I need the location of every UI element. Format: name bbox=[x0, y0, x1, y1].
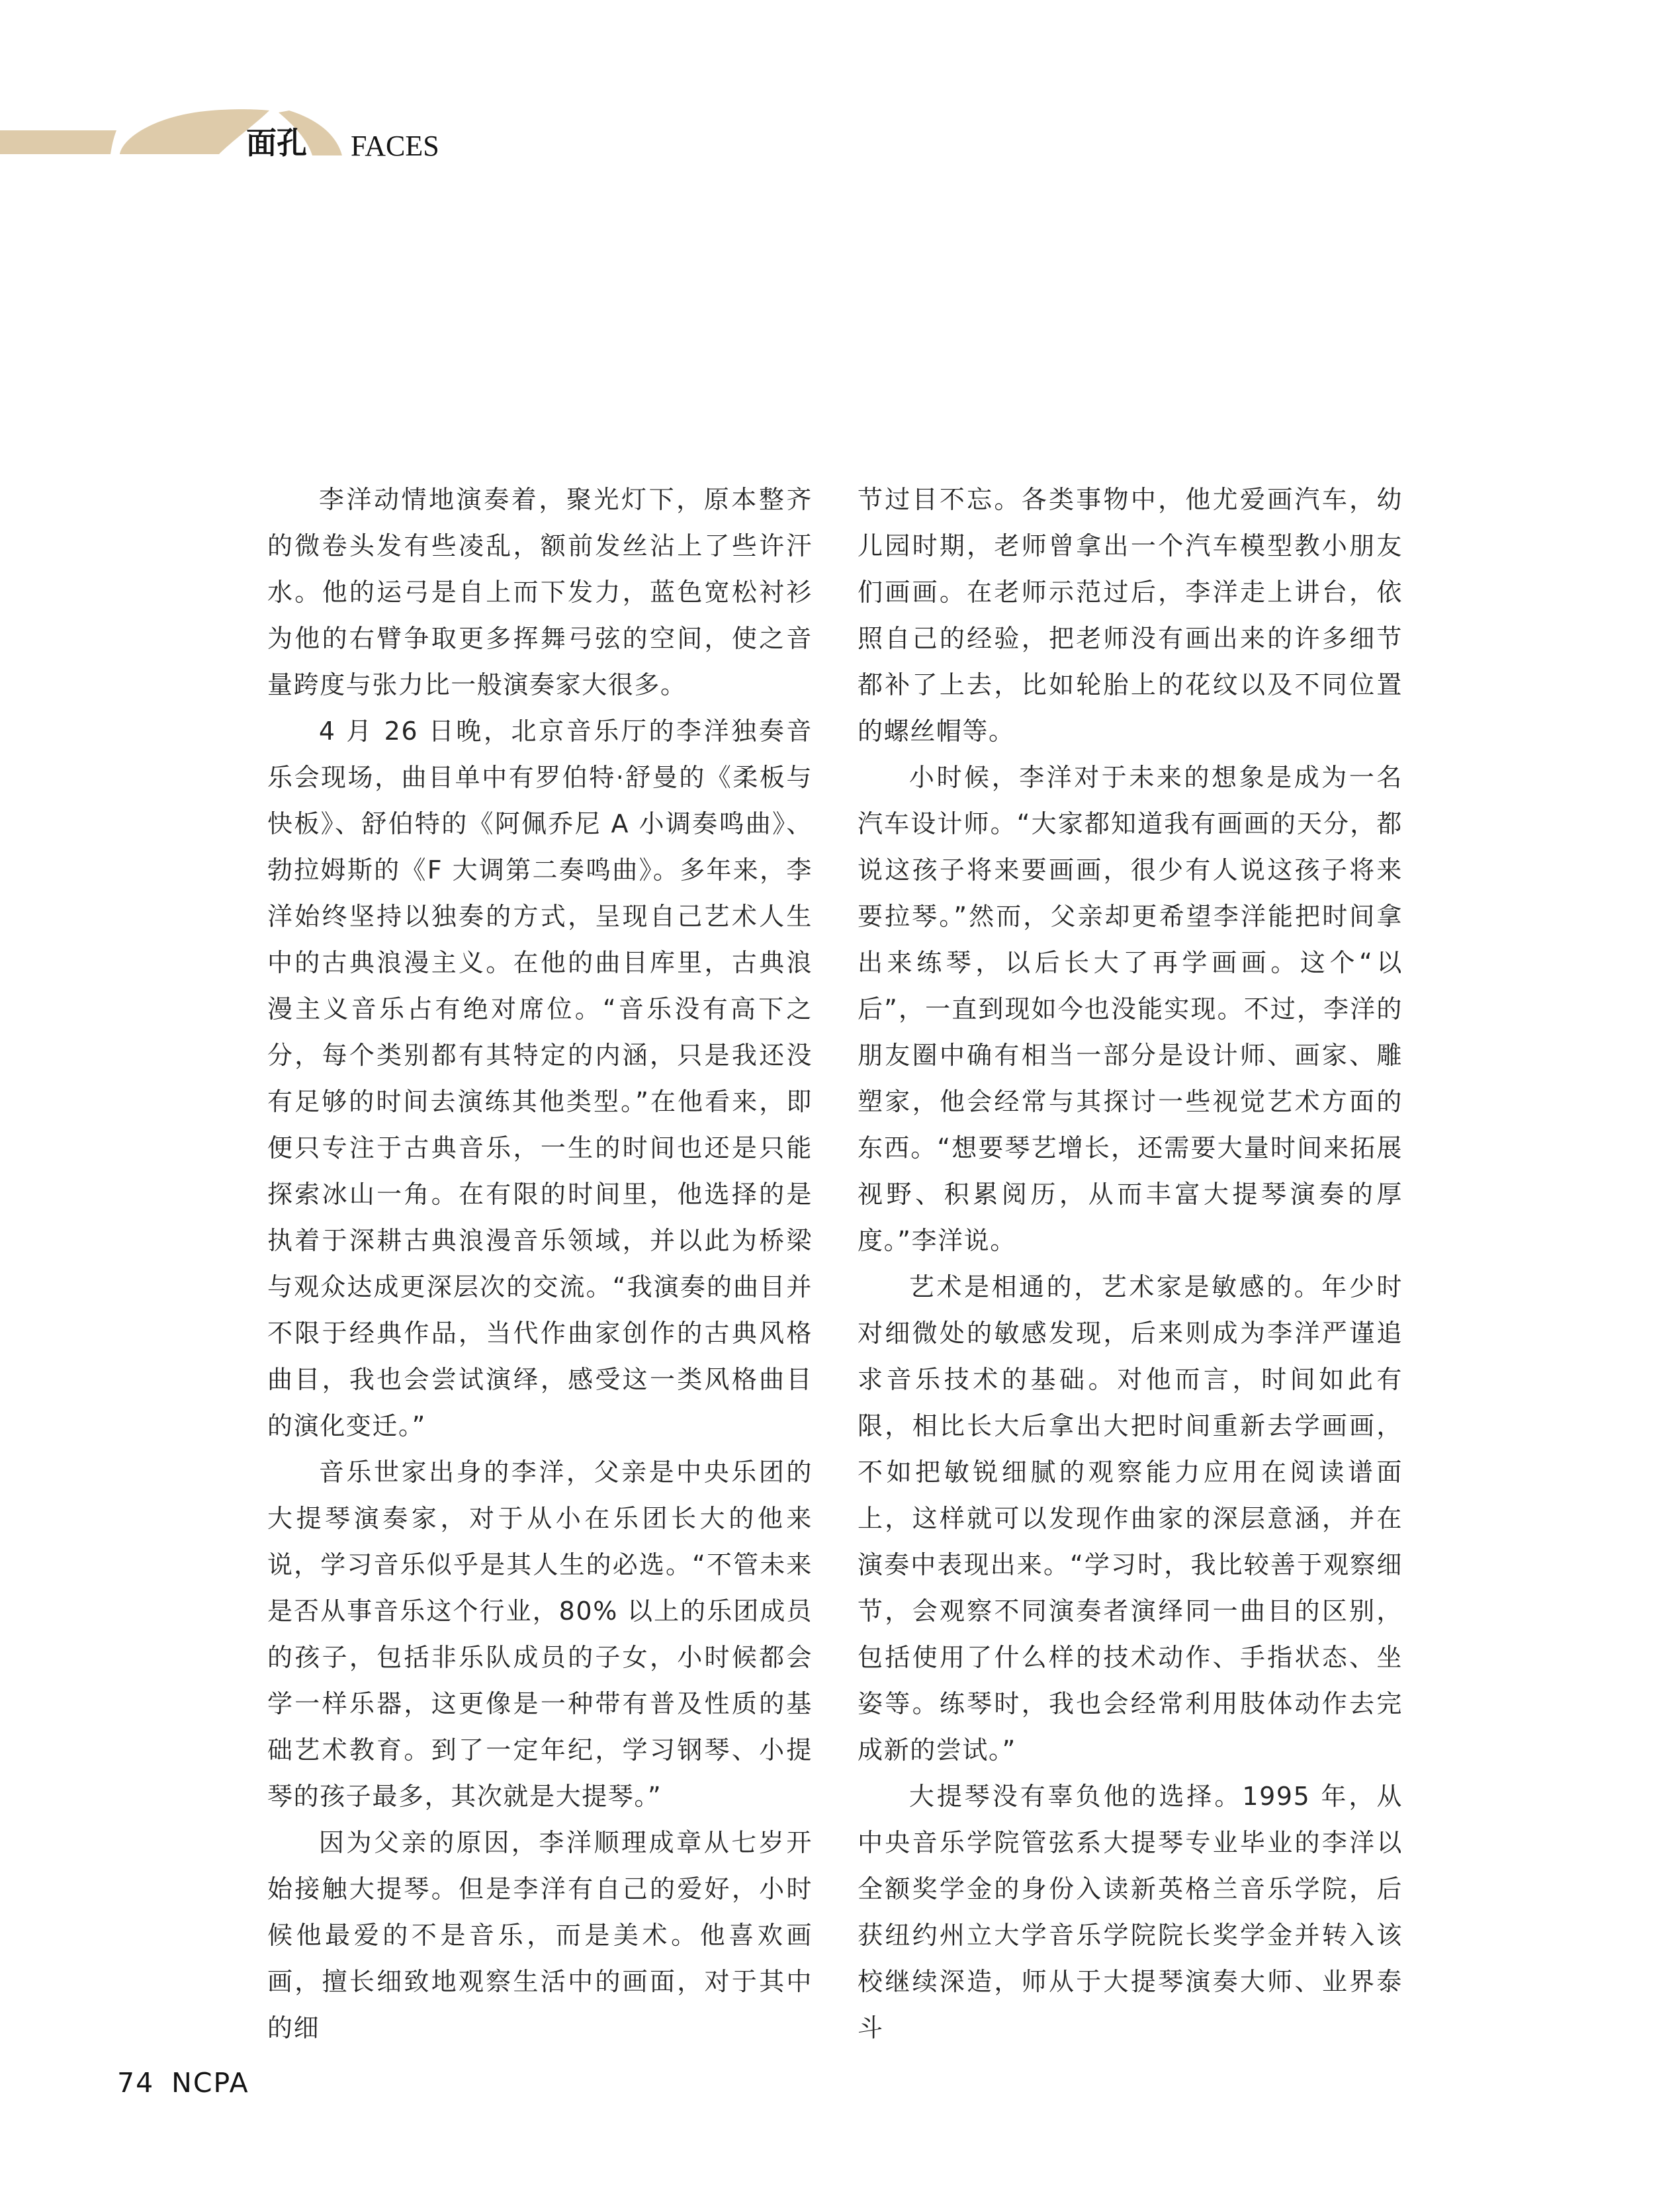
header-bar-shape bbox=[0, 130, 116, 154]
article-column-left bbox=[267, 476, 813, 2051]
article-paragraph: 音乐世家出身的李洋，父亲是中央乐团的大提琴演奏家，对于从小在乐团长大的他来说，学习音乐似乎是其人生的必选。“不管未来是否从事音乐这个行业，80% 以上的乐团成员的孩子，包括非乐队成员的子女，小时候都会学一样乐器，这更像是一种带有普及性质的基础艺术教育。到了一定年纪，学习钢琴、小提琴的孩子最多，其次就是大提琴。” bbox=[267, 1458, 813, 1811]
page-number: 74 bbox=[117, 2067, 155, 2099]
article-paragraph: 小时候，李洋对于未来的想象是成为一名汽车设计师。“大家都知道我有画画的天分，都说这孩子将来要画画，很少有人说这孩子将来要拉琴。”然而，父亲却更希望李洋能把时间拿出来练琴，以后长大了再学画画。这个“以后”，一直到现如今也没能实现。不过，李洋的朋友圈中确有相当一部分是设计师、画家、雕塑家，他会经常与其探讨一些视觉艺术方面的东西。“想要琴艺增长，还需要大量时间来拓展视野、积累阅历，从而丰富大提琴演奏的厚度。”李洋说。 bbox=[858, 763, 1403, 1255]
article-column-right bbox=[858, 476, 1403, 2051]
page-footer bbox=[117, 2067, 249, 2099]
section-title-chinese: 面孔 bbox=[246, 125, 307, 161]
article-paragraph: 因为父亲的原因，李洋顺理成章从七岁开始接触大提琴。但是李洋有自己的爱好，小时候他最爱的不是音乐，而是美术。他喜欢画画，擅长细致地观察生活中的画面，对于其中的细 bbox=[267, 1828, 813, 2042]
section-title-english: FACES bbox=[351, 130, 439, 162]
article-paragraph: 艺术是相通的，艺术家是敏感的。年少时对细微处的敏感发现，后来则成为李洋严谨追求音乐技术的基础。对他而言，时间如此有限，相比长大后拿出大把时间重新去学画画，不如把敏锐细腻的观察能力应用在阅读谱面上，这样就可以发现作曲家的深层意涵，并在演奏中表现出来。“学习时，我比较善于观察细节，会观察不同演奏者演绎同一曲目的区别，包括使用了什么样的技术动作、手指状态、坐姿等。练琴时，我也会经常利用肢体动作去完成新的尝试。” bbox=[858, 1272, 1403, 1765]
article-paragraph: 李洋动情地演奏着，聚光灯下，原本整齐的微卷头发有些凌乱，额前发丝沾上了些许汗水。他的运弓是自上而下发力，蓝色宽松衬衫为他的右臂争取更多挥舞弓弦的空间，使之音量跨度与张力比一般演奏家大很多。 bbox=[267, 485, 813, 699]
magazine-name: NCPA bbox=[171, 2067, 249, 2099]
article-paragraph: 节过目不忘。各类事物中，他尤爱画汽车，幼儿园时期，老师曾拿出一个汽车模型教小朋友们画画。在老师示范过后，李洋走上讲台，依照自己的经验，把老师没有画出来的许多细节都补了上去，比如轮胎上的花纹以及不同位置的螺丝帽等。 bbox=[858, 485, 1403, 746]
article-paragraph: 4 月 26 日晚，北京音乐厅的李洋独奏音乐会现场，曲目单中有罗伯特·舒曼的《柔板与快板》、舒伯特的《阿佩乔尼 A 小调奏鸣曲》、勃拉姆斯的《F 大调第二奏鸣曲》。多年来，李洋始终坚持以独奏的方式，呈现自己艺术人生中的古典浪漫主义。在他的曲目库里，古典浪漫主义音乐占有绝对席位。“音乐没有高下之分，每个类别都有其特定的内涵，只是我还没有足够的时间去演练其他类型。”在他看来，即便只专注于古典音乐，一生的时间也还是只能探索冰山一角。在有限的时间里，他选择的是执着于深耕古典浪漫音乐领域，并以此为桥梁与观众达成更深层次的交流。“我演奏的曲目并不限于经典作品，当代作曲家创作的古典风格曲目，我也会尝试演绎，感受这一类风格曲目的演化变迁。” bbox=[267, 717, 813, 1440]
article-paragraph: 大提琴没有辜负他的选择。1995 年，从中央音乐学院管弦系大提琴专业毕业的李洋以全额奖学金的身份入读新英格兰音乐学院，后获纽约州立大学音乐学院院长奖学金并转入该校继续深造，师从于大提琴演奏大师、业界泰斗 bbox=[858, 1782, 1403, 2042]
